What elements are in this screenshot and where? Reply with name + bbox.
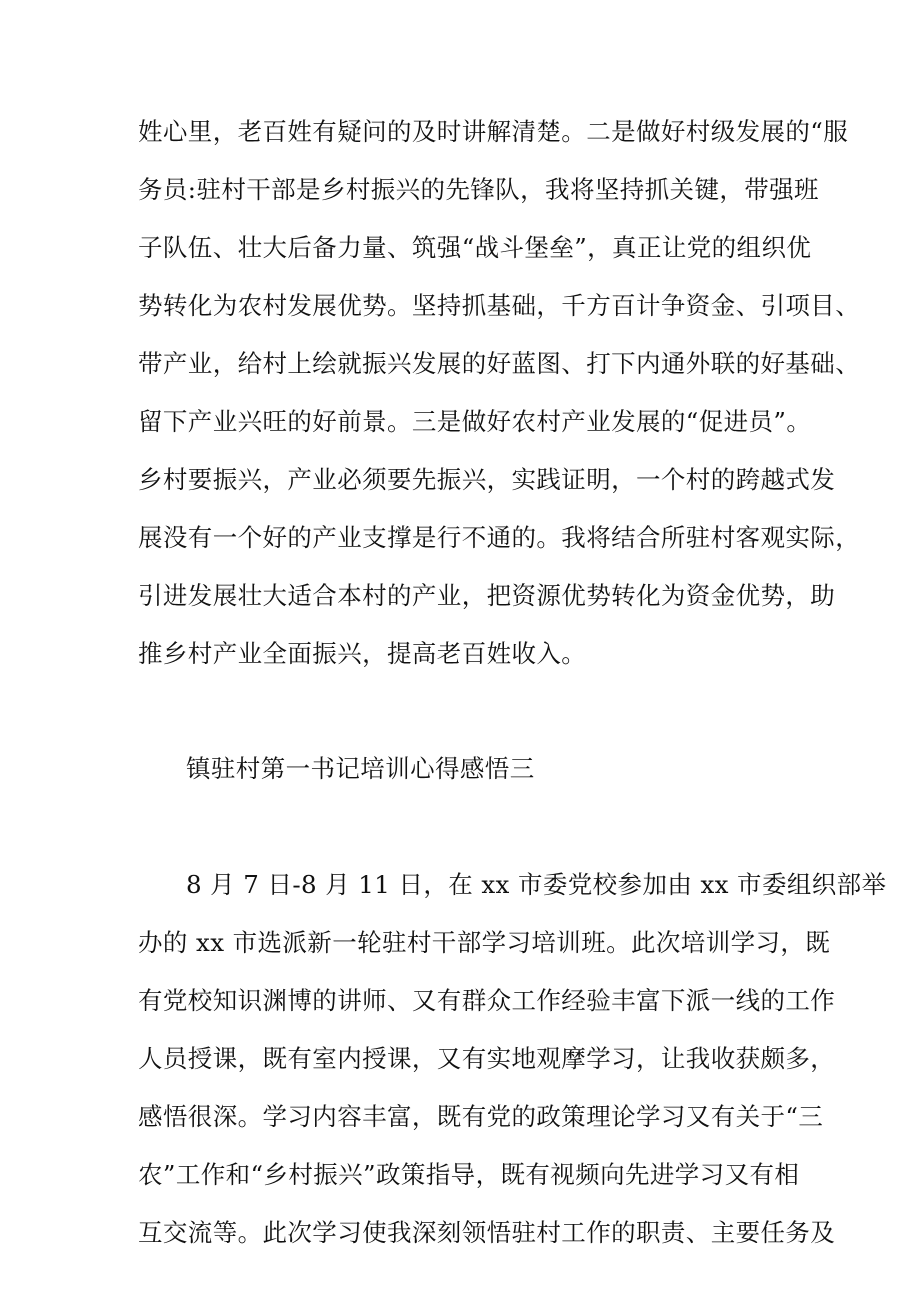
paragraph-1-line-10: 推乡村产业全面振兴，提高老百姓收入。 <box>138 639 587 668</box>
paragraph-2-line-3: 有党校知识渊博的讲师、又有群众工作经验丰富下派一线的工作 <box>138 986 836 1015</box>
paragraph-2-line-6: 农”工作和“乡村振兴”政策指导，既有视频向先进学习又有相 <box>138 1160 800 1189</box>
paragraph-1-line-2: 务员:驻村干部是乡村振兴的先锋队，我将坚持抓关键，带强班 <box>138 175 819 204</box>
paragraph-1-line-7: 乡村要振兴，产业必须要先振兴，实践证明，一个村的跨越式发 <box>138 465 836 494</box>
paragraph-1-line-8: 展没有一个好的产业支撑是行不通的。我将结合所驻村客观实际， <box>138 523 861 552</box>
section-heading: 镇驻村第一书记培训心得感悟三 <box>186 754 535 783</box>
paragraph-2-line-4: 人员授课，既有室内授课，又有实地观摩学习，让我收获颇多， <box>138 1044 836 1073</box>
paragraph-2-line-7: 互交流等。此次学习使我深刻领悟驻村工作的职责、主要任务及 <box>138 1218 836 1247</box>
paragraph-1-line-4: 势转化为农村发展优势。坚持抓基础，千方百计争资金、引项目、 <box>138 291 861 320</box>
paragraph-1-line-6: 留下产业兴旺的好前景。三是做好农村产业发展的“促进员”。 <box>138 407 812 436</box>
paragraph-1-line-3: 子队伍、壮大后备力量、筑强“战斗堡垒”，真正让党的组织优 <box>138 233 812 262</box>
paragraph-1-line-5: 带产业，给村上绘就振兴发展的好蓝图、打下内通外联的好基础、 <box>138 349 861 378</box>
paragraph-2-line-1: 8 月 7 日-8 月 11 日，在 xx 市委党校参加由 xx 市委组织部举 <box>186 870 887 899</box>
paragraph-2-line-5: 感悟很深。学习内容丰富，既有党的政策理论学习又有关于“三 <box>138 1102 824 1131</box>
paragraph-1-line-9: 引进发展壮大适合本村的产业，把资源优势转化为资金优势，助 <box>138 581 836 610</box>
paragraph-1-line-1: 姓心里，老百姓有疑问的及时讲解清楚。二是做好村级发展的“服 <box>138 117 849 146</box>
paragraph-2-line-2: 办的 xx 市选派新一轮驻村干部学习培训班。此次培训学习，既 <box>138 928 831 957</box>
